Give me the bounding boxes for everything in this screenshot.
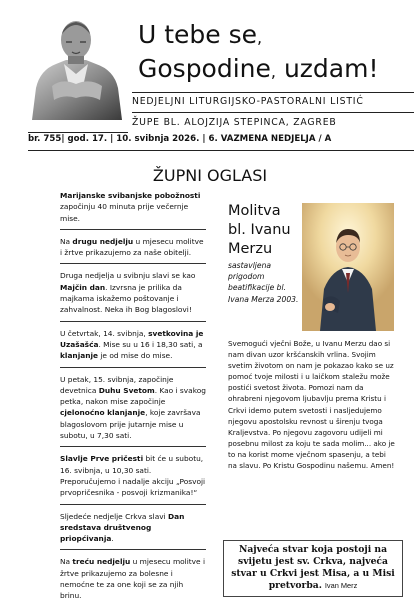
- notice-text: . Mise su u 16 i 18,30 sati, a: [98, 339, 203, 349]
- notice-text: Sljedeće nedjelje Crkva slavi: [60, 511, 169, 521]
- masthead-subtitle: NEDJELJNI LITURGIJSKO-PASTORALNI LISTIĆ: [132, 96, 364, 107]
- notice-text: započinju 40 minuta prije večernje mise.: [60, 202, 189, 223]
- issue-rule: [28, 132, 128, 133]
- notice-text: Majčin dan: [60, 282, 106, 292]
- notice-text: .: [111, 534, 114, 544]
- notices-column: [60, 189, 206, 612]
- notice-text: U četvrtak, 14. svibnja,: [60, 328, 149, 338]
- notice-text: u mjesecu molitve i žrtve prikazujemo za naše obitelji.: [60, 236, 204, 258]
- notice-text: treću nedjelju: [72, 557, 131, 567]
- notice-text: , koje završava blagoslovom prije jutarnje mise u subotu, u 7,30 sati.: [60, 408, 201, 441]
- notice-text: U petak, 15. svibnja, započinje devetnica: [60, 374, 174, 395]
- notice-item: [60, 189, 206, 230]
- notice-item: [60, 373, 206, 448]
- header-rule: [132, 92, 414, 93]
- notice-text: Duhu Svetom: [98, 385, 155, 395]
- section-title: ŽUPNI OGLASI: [152, 166, 268, 185]
- notice-text: Dan sredstava društvenog priopćivanja: [60, 511, 185, 544]
- quote-box: [223, 540, 403, 597]
- notice-text: Slavlje Prve pričesti: [60, 454, 144, 464]
- notice-text: u mjesecu molitve i žrtve prikazujemo za bolesne i nemoćne te za one koji se za njih brinu.: [60, 557, 206, 601]
- notice-text: svetkovina je Uzašašća: [60, 328, 204, 349]
- prayer-subtitle: sastavljena prigodom beatifikacije bl. Ivana Merza 2003.: [228, 261, 299, 304]
- issue-rule: [28, 150, 414, 151]
- notice-text: Marijanske svibanjske pobožnosti: [60, 191, 201, 200]
- prayer-body: Svemogući vječni Bože, u Ivanu Merzu dao si nam divan uzor kršćanskih vrlina. Svojim svetim životom on nam je pokazao kako se uz pomoć tvoje milosti i u laičkom staležu može postići svetost života. Pomozi nam da ohrabreni njegovom ljubavlju prema Kristu i Crkvi idemo putem svetosti i nasljedujemo njegovu apostolsku revnost u širenju tvoga Kraljevstva. Po njegovu zagovoru udijeli mi posebnu milost za koju te sada molim... ako je to na korist mome vječnom spasenju, a tebi na slavu. Po Kristu Gospodinu našemu. Amen!: [228, 339, 395, 471]
- notice-text: Druga nedjelja u svibnju slavi se kao: [60, 271, 196, 281]
- masthead-title-line1: U tebe se,: [138, 20, 263, 49]
- notice-item: [60, 269, 206, 321]
- header-rule: [132, 112, 414, 113]
- ivan-merz-portrait: [302, 203, 394, 331]
- prayer-title: Molitva bl. Ivanu Merzu: [228, 203, 291, 257]
- notice-text: . Izvrsna je prilika da majkama iskažemo poštovanje i zahvalnost. Neka ih Bog blagoslovi!: [60, 282, 192, 315]
- notice-text: Na: [60, 236, 73, 246]
- masthead-title-line2: Gospodine, uzdam!: [138, 54, 379, 83]
- quote-text: Najveća stvar koja postoji na svijetu jest sv. Crkva, najveća stvar u Crkvi jest Misa, a u Misi pretvorba.: [231, 544, 395, 591]
- notice-item: [60, 327, 206, 368]
- notice-text: cjelonoćno klanjanje: [60, 408, 146, 418]
- notice-text: drugu nedjelju: [72, 236, 134, 246]
- notice-text: je od mise do mise.: [98, 351, 173, 361]
- issue-line: br. 755| god. 17. | 10. svibnja 2026. | 6. VAZMENA NEDJELJA / A: [28, 134, 332, 144]
- notice-text: klanjanje: [60, 351, 99, 361]
- quote-author: Ivan Merz: [324, 581, 358, 590]
- stepinac-statue-image: [22, 8, 130, 120]
- notice-item: [60, 555, 206, 606]
- notice-item: [60, 510, 206, 551]
- parish-name: ŽUPE BL. ALOJZIJA STEPINCA, ZAGREB: [132, 117, 337, 128]
- notice-text: bit će u subotu, 16. svibnja, u 10,30 sati. Preporučujemo i nadalje akciju „Posvoji prvopričesnika - posvoji krizmanika!“: [60, 454, 206, 498]
- notice-text: Na: [60, 557, 73, 567]
- notice-item: [60, 235, 206, 265]
- notice-text: . Kao i svakog petka, nakon mise započinje: [60, 385, 206, 407]
- notice-item: [60, 452, 206, 504]
